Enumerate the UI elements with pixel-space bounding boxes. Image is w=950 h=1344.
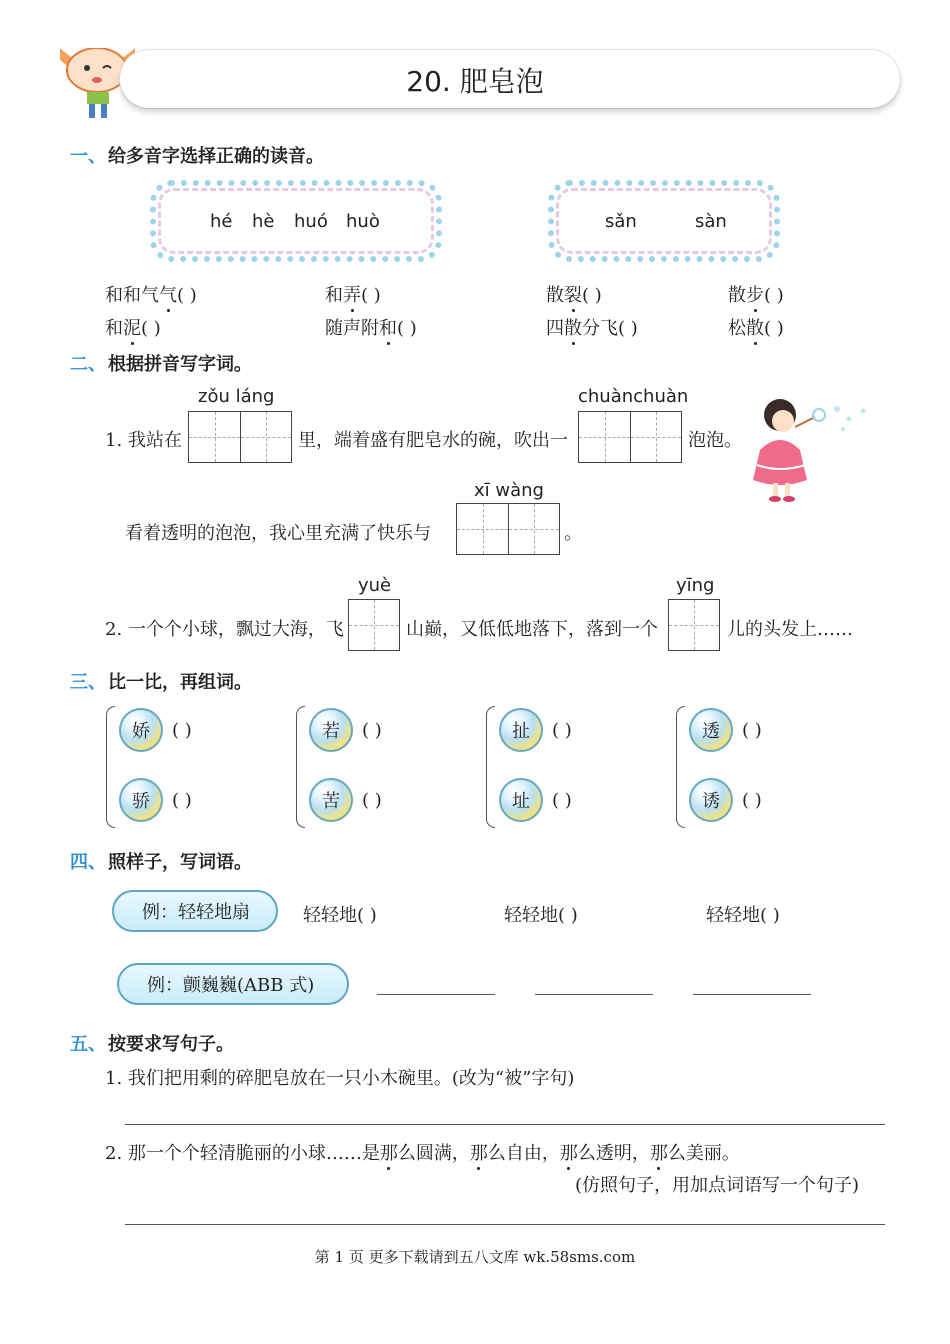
character-bubble: 透 — [689, 708, 733, 752]
section-number: 四、 — [70, 852, 106, 873]
q5-sentence-2: 2. 那一个个轻清脆丽的小球……是那么圆满，那么自由，那么透明，那么美丽。 — [105, 1143, 740, 1164]
pinyin-hint: yuè — [358, 575, 392, 596]
q1-item: 散裂( ) — [546, 285, 602, 306]
q2-sentence-1b-end: 。 — [564, 523, 582, 544]
section-3-heading — [70, 668, 252, 694]
pinyin-option: hè — [252, 211, 275, 232]
writing-grid[interactable] — [188, 411, 292, 463]
example-pill-2: 例：颤巍巍(ABB 式) — [117, 963, 349, 1005]
answer-line[interactable] — [125, 1224, 885, 1225]
pinyin-hint: xī wàng — [474, 480, 544, 501]
q4-item[interactable]: 轻轻地( ) — [303, 905, 377, 926]
writing-grid[interactable] — [578, 411, 682, 463]
answer-blank[interactable]: ( ) — [764, 285, 784, 306]
answer-blank[interactable]: ( ) — [764, 318, 784, 339]
answer-blank[interactable]: ( ) — [172, 790, 192, 811]
section-1-heading — [70, 142, 324, 168]
pinyin-option: hé — [210, 211, 233, 232]
q2-sentence-1b-start: 看着透明的泡泡，我心里充满了快乐与 — [125, 523, 431, 544]
pinyin-option: huó — [294, 211, 328, 232]
q2-sentence-2-end: 儿的头发上…… — [727, 619, 853, 640]
answer-blank[interactable]: ( ) — [177, 285, 197, 306]
answer-blank[interactable]: ( ) — [552, 790, 572, 811]
character-bubble: 娇 — [119, 708, 163, 752]
brace — [486, 706, 495, 828]
q2-sentence-1-middle: 里，端着盛有肥皂水的碗，吹出一 — [298, 430, 568, 451]
brace — [296, 706, 305, 828]
section-text: 照样子，写词语。 — [108, 852, 252, 873]
section-5-heading — [70, 1030, 234, 1056]
page-title: 20. 肥皂泡 — [406, 65, 544, 98]
answer-line[interactable] — [125, 1124, 885, 1125]
answer-blank[interactable]: ( ) — [361, 285, 381, 306]
pinyin-option: sǎn — [605, 211, 637, 232]
answer-blank[interactable]: ( ) — [582, 285, 602, 306]
writing-grid[interactable] — [668, 599, 720, 651]
answer-blank[interactable]: ( ) — [742, 790, 762, 811]
example-pill-1: 例：轻轻地扇 — [112, 890, 278, 932]
q1-item: 松散( ) — [728, 318, 784, 339]
section-number: 五、 — [70, 1034, 106, 1055]
pinyin-hint: yīng — [676, 575, 715, 596]
q1-item: 散步( ) — [728, 285, 784, 306]
page-footer: 第 1 页 更多下载请到五八文库 wk.58sms.com — [314, 1248, 636, 1266]
answer-blank[interactable]: ( ) — [362, 720, 382, 741]
q1-item: 和和气气( ) — [105, 285, 197, 306]
pinyin-hint: zǒu láng — [198, 386, 275, 407]
answer-line[interactable] — [377, 994, 495, 995]
section-4-heading — [70, 848, 252, 874]
section-number: 三、 — [70, 672, 106, 693]
section-text: 按要求写句子。 — [108, 1034, 234, 1055]
character-bubble: 苦 — [309, 778, 353, 822]
section-text: 比一比，再组词。 — [108, 672, 252, 693]
section-2-heading — [70, 350, 252, 376]
q2-sentence-1-end: 泡泡。 — [688, 430, 742, 451]
pinyin-option: sàn — [695, 211, 727, 232]
answer-blank[interactable]: ( ) — [742, 720, 762, 741]
pinyin-option: huò — [346, 211, 380, 232]
section-text: 根据拼音写字词。 — [108, 354, 252, 375]
answer-blank[interactable]: ( ) — [397, 318, 417, 339]
character-bubble: 址 — [499, 778, 543, 822]
q4-item[interactable]: 轻轻地( ) — [706, 905, 780, 926]
pinyin-hint: chuànchuàn — [578, 386, 689, 407]
answer-blank[interactable]: ( ) — [552, 720, 572, 741]
q2-sentence-1-start: 1. 我站在 — [105, 430, 182, 451]
q1-item: 和弄( ) — [325, 285, 381, 306]
section-number: 一、 — [70, 146, 106, 167]
writing-grid[interactable] — [348, 599, 400, 651]
writing-grid[interactable] — [456, 503, 560, 555]
girl-blowing-bubbles-illustration — [745, 395, 875, 503]
q1-item: 和泥( ) — [105, 318, 161, 339]
q5-sentence-1: 1. 我们把用剩的碎肥皂放在一只小木碗里。(改为“被”字句) — [105, 1068, 575, 1089]
answer-line[interactable] — [535, 994, 653, 995]
q4-item[interactable]: 轻轻地( ) — [504, 905, 578, 926]
section-number: 二、 — [70, 354, 106, 375]
pinyin-options-frame-2 — [548, 180, 780, 262]
answer-line[interactable] — [693, 994, 811, 995]
q2-sentence-2-middle: 山巅，又低低地落下，落到一个 — [406, 619, 658, 640]
q2-sentence-2-start: 2. 一个个小球，飘过大海，飞 — [105, 619, 344, 640]
q5-instruction: (仿照句子，用加点词语写一个句子) — [575, 1175, 860, 1196]
brace — [106, 706, 115, 828]
answer-blank[interactable]: ( ) — [362, 790, 382, 811]
character-bubble: 扯 — [499, 708, 543, 752]
character-bubble: 诱 — [689, 778, 733, 822]
q1-item: 四散分飞( ) — [546, 318, 638, 339]
answer-blank[interactable]: 分飞( ) — [582, 318, 638, 339]
answer-blank[interactable]: ( ) — [172, 720, 192, 741]
brace — [676, 706, 685, 828]
answer-blank[interactable]: ( ) — [141, 318, 161, 339]
character-bubble: 骄 — [119, 778, 163, 822]
q1-item: 随声附和( ) — [325, 318, 417, 339]
section-text: 给多音字选择正确的读音。 — [108, 146, 324, 167]
character-bubble: 若 — [309, 708, 353, 752]
